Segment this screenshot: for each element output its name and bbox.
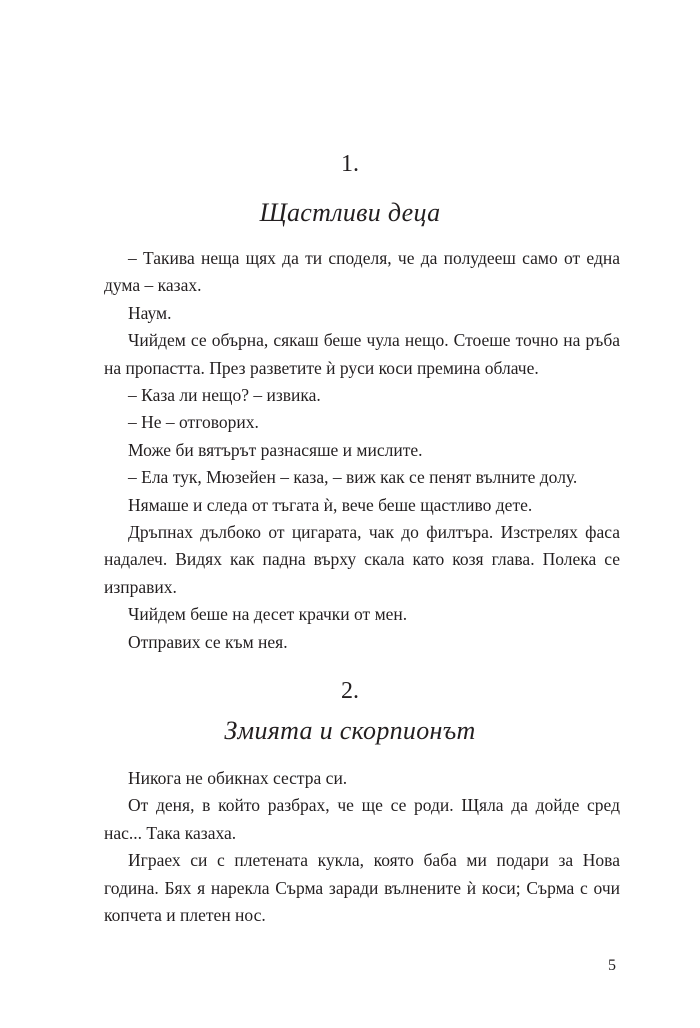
chapter-1-title: Щастливи деца [259,198,441,227]
paragraph: От деня, в който разбрах, че ще се роди. Щяла да дойде сред нас... Така казаха. [104,795,620,843]
chapter-1-body [104,245,620,656]
paragraph: Наум. [128,302,172,323]
paragraph: Дръпнах дълбоко от цигарата, чак до филтъра. Изстрелях фаса надалеч. Видях как падна върху скала като козя глава. Полека се изправих. [104,522,620,597]
page-number: 5 [608,957,616,974]
chapter-2-body [104,765,620,929]
paragraph: – Ела тук, Мюзейен – каза, – виж как се пенят вълните долу. [128,467,578,488]
chapter-2-title: Змията и скорпионът [224,716,476,745]
paragraph: – Каза ли нещо? – извика. [128,385,321,406]
paragraph: Отправих се към нея. [128,631,288,652]
paragraph: Чийдем беше на десет крачки от мен. [128,604,408,625]
paragraph: – Не – отговорих. [128,412,259,433]
paragraph: – Такива неща щях да ти споделя, че да полудееш само от една дума – казах. [104,248,620,296]
paragraph: Може би вятърът разнасяше и мислите. [128,439,423,460]
chapter-2-number: 2. [341,678,359,704]
paragraph: Нямаше и следа от тъгата ѝ, вече беше щастливо дете. [128,494,533,515]
chapter-1-number: 1. [341,151,359,177]
paragraph: Чийдем се обърна, сякаш беше чула нещо. Стоеше точно на ръба на пропастта. През разветите ѝ руси коси премина облаче. [104,330,620,378]
paragraph: Играех си с плетената кукла, която баба ми подари за Нова година. Бях я нарекла Сърма заради вълнените ѝ коси; Сърма с очи копчета и плетен нос. [104,850,620,926]
paragraph: Никога не обикнах сестра си. [128,768,348,788]
